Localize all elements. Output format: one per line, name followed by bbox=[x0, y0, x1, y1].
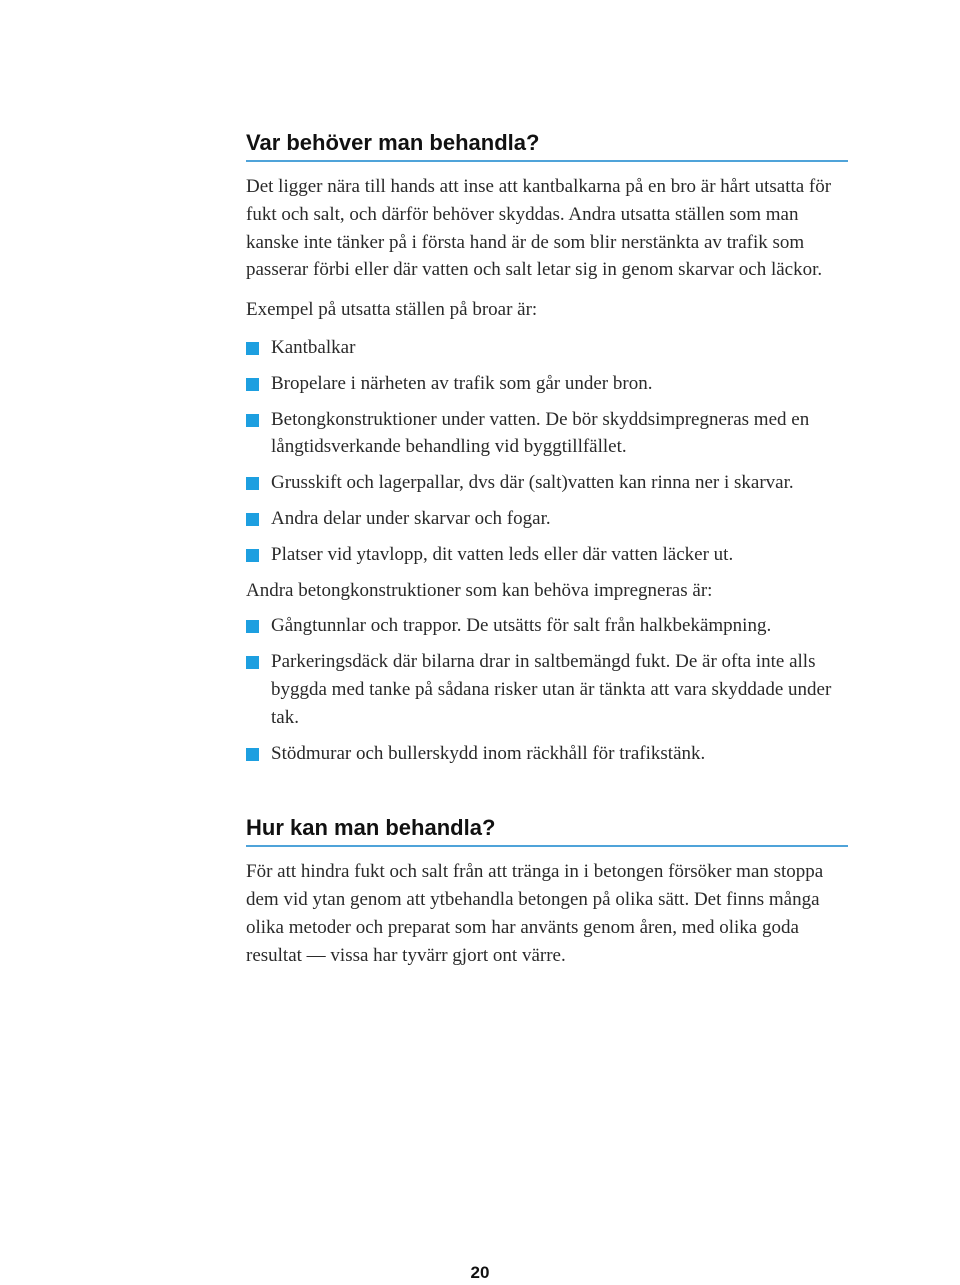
square-bullet-icon bbox=[246, 620, 259, 633]
list-item: Parkeringsdäck där bilarna drar in saltbemängd fukt. De är ofta inte alls byggda med tanke på sådana risker utan är tänkta att vara skyddade under tak. bbox=[246, 648, 848, 731]
square-bullet-icon bbox=[246, 748, 259, 761]
list-item: Platser vid ytavlopp, dit vatten leds eller där vatten läcker ut. bbox=[246, 541, 848, 569]
square-bullet-icon bbox=[246, 378, 259, 391]
document-page bbox=[246, 128, 848, 970]
list-item: Andra delar under skarvar och fogar. bbox=[246, 505, 848, 533]
square-bullet-icon bbox=[246, 549, 259, 562]
list-item: Kantbalkar bbox=[246, 334, 848, 362]
square-bullet-icon bbox=[246, 513, 259, 526]
others-list bbox=[246, 612, 848, 767]
list-item: Bropelare i närheten av trafik som går under bron. bbox=[246, 370, 848, 398]
section-heading-where: Var behöver man behandla? bbox=[246, 128, 848, 162]
intro-paragraph: Det ligger nära till hands att inse att kantbalkarna på en bro är hårt utsatta för fukt och salt, och därför behöver skyddas. Andra utsatta ställen som man kanske inte tänker på i första hand är de som blir nerstänkta av trafik som passerar förbi eller där vatten och salt letar sig in genom skarvar och läckor. bbox=[246, 176, 832, 281]
examples-intro: Exempel på utsatta ställen på broar är: bbox=[246, 299, 538, 321]
how-paragraph: För att hindra fukt och salt från att tränga in i betongen försöker man stoppa dem vid ytan genom att ytbehandla betongen på olika sätt. Det finns många olika metoder och preparat som har använts genom åren, med olika goda resultat — vissa har tyvärr gjort ont värre. bbox=[246, 861, 824, 966]
square-bullet-icon bbox=[246, 477, 259, 490]
list-item: Gångtunnlar och trappor. De utsätts för salt från halkbekämpning. bbox=[246, 612, 848, 640]
square-bullet-icon bbox=[246, 414, 259, 427]
examples-list bbox=[246, 334, 848, 569]
section-heading-how: Hur kan man behandla? bbox=[246, 813, 848, 847]
square-bullet-icon bbox=[246, 656, 259, 669]
list-item: Betongkonstruktioner under vatten. De bör skyddsimpregneras med en långtidsverkande behandling vid byggtillfället. bbox=[246, 406, 848, 462]
page-number: 20 bbox=[470, 1263, 490, 1282]
section-where-to-treat bbox=[246, 128, 848, 767]
square-bullet-icon bbox=[246, 342, 259, 355]
others-intro: Andra betongkonstruktioner som kan behöva impregneras är: bbox=[246, 579, 713, 601]
list-item: Stödmurar och bullerskydd inom räckhåll för trafikstänk. bbox=[246, 740, 848, 768]
section-how-to-treat bbox=[246, 813, 848, 969]
list-item: Grusskift och lagerpallar, dvs där (salt)vatten kan rinna ner i skarvar. bbox=[246, 469, 848, 497]
